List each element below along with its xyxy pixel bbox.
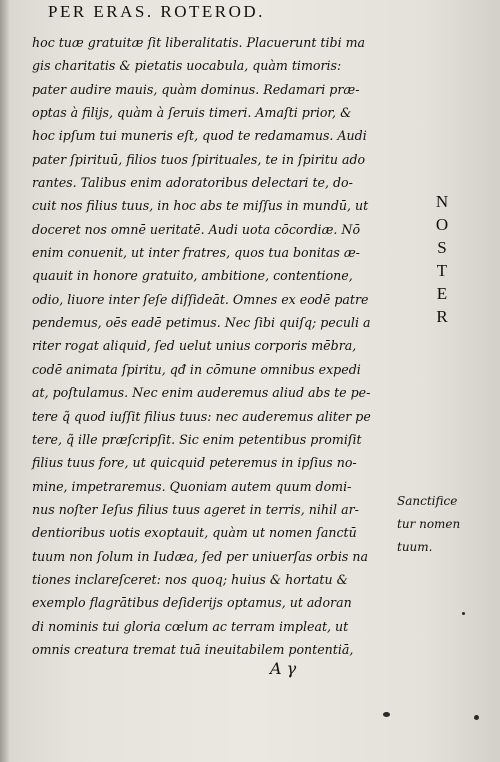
text-line: pater audire mauis, quàm dominus. Redamari præ- [32,81,360,97]
text-line: pendemus, oēs eadē petimus. Nec ſibi quiſq; peculi a [32,315,371,331]
text-line: codē animata ſpiritu, qđ in cōmune omnibus expedi [32,361,361,377]
text-line: hoc tuæ gratuitæ ſit liberalitatis. Placuerunt tibi ma [32,35,366,50]
text-line: optas à filijs, quàm à ſeruis timeri. Amaſti prior, & [32,105,352,121]
text-line: pater ſpirituū, filios tuos ſpirituales, te in ſpiritu ado [32,151,366,167]
text-line: quauit in honore gratuito, ambitione, contentione, [32,268,353,284]
text-line: gis charitatis & pietatis uocabula, quàm timoris: [32,58,342,74]
signature-mark: A γ [270,659,297,678]
margin-letter: S [437,238,447,257]
running-head: PER ERAS. ROTEROD. [48,2,265,21]
margin-note-line: Sanctifice [397,494,458,508]
text-line: exemplo flagrātibus deſiderijs optamus, ut adoran [32,595,352,611]
text-line: tere, q̃ ille præſcripſit. Sic enim petentibus promiſit [32,431,362,447]
text-line: nus noſter Ieſus filius tuus ageret in terris, nihil ar- [32,501,359,517]
margin-note [397,490,497,559]
text-line: doceret nos omnē ueritatē. Audi uota cōcordiæ. Nō [32,221,361,237]
margin-heading-noster [430,190,454,328]
text-line: di nominis tui gloria cœlum ac terram impleat, ut [32,618,349,634]
text-line: tere q̃ quod iuſſit filius tuus: nec auderemus aliter pe [32,408,371,424]
margin-letter: R [436,307,448,326]
body-text [32,31,392,661]
text-line: omnis creatura tremat tuā ineuitabilem pontentiā, [32,641,354,657]
text-line: tuum non ſolum in Iudæa, ſed per uniuerſas orbis na [32,548,368,564]
text-line: mine, impetraremus. Quoniam autem quum domi- [32,478,352,494]
margin-letter: N [435,192,449,211]
text-line: odio, liuore inter ſeſe diſſideāt. Omnes ex eodē patre [32,291,369,307]
margin-letter: T [436,261,448,280]
ink-speck [474,715,479,720]
text-line: at, poſtulamus. Nec enim auderemus aliud abs te pe- [32,385,371,401]
ink-speck [462,612,465,615]
text-line: rantes. Talibus enim adoratoribus delectari te, do- [32,175,353,191]
margin-letter: O [435,215,449,234]
text-line: tiones inclareſceret: nos quoq; huius & hortatu & [32,571,348,587]
text-line: riter rogat aliquid, ſed uelut unius corporis mēbra, [32,338,357,354]
text-line: enim conuenit, ut inter fratres, quos tua bonitas æ- [32,245,360,261]
text-line: cuit nos filius tuus, in hoc abs te miſſus in mundū, ut [32,198,369,214]
margin-letter: E [436,284,448,303]
text-line: filius tuus fore, ut quicquid peteremus in ipſius no- [32,455,357,471]
text-line: dentioribus uotis exoptauit, quàm ut nomen ſanctū [32,525,357,541]
ink-speck [383,712,390,717]
margin-note-line: tur nomen [397,517,461,531]
text-line: hoc ipſum tui muneris eſt, quod te redamamus. Audi [32,128,367,144]
margin-note-line: tuum. [397,540,433,554]
